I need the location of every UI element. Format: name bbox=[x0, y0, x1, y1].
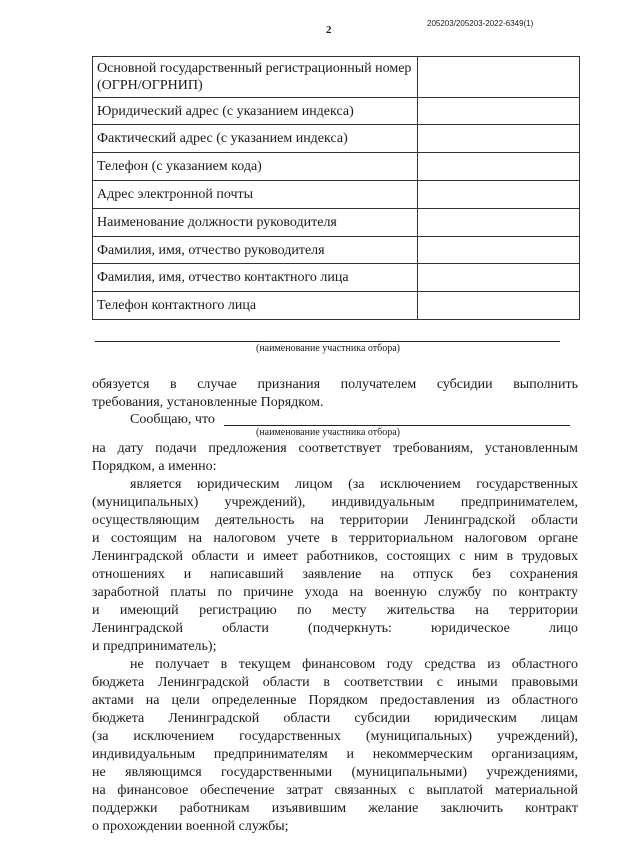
table-row bbox=[93, 181, 580, 209]
row-label-contact-name: Фамилия, имя, отчество контактного лица bbox=[93, 264, 418, 292]
row-label-head-position: Наименование должности руководителя bbox=[93, 209, 418, 237]
para2-line: бюджета Ленинградской области субсидии юридическим лицам bbox=[92, 711, 578, 726]
para1-line: Ленинградской области и имеет работников, состоящих с ним в трудовых bbox=[92, 549, 578, 564]
row-label-ogrn: Основной государственный регистрационный номер (ОГРН/ОГРНИП) bbox=[93, 57, 418, 98]
table-row bbox=[93, 264, 580, 292]
participant-info-table bbox=[92, 56, 580, 320]
para2-line: поддержки работникам изъявившим желание заключить контракт bbox=[92, 801, 578, 816]
para1-line: и имеющий регистрацию по месту жительства на территории bbox=[92, 603, 578, 618]
document-code: 205203/205203-2022-6349(1) bbox=[427, 19, 534, 28]
row-value-email[interactable] bbox=[418, 181, 580, 209]
participant-name-caption: (наименование участника отбора) bbox=[256, 343, 400, 354]
participant-name-line[interactable] bbox=[95, 341, 560, 342]
para2-line: не получает в текущем финансовом году средства из областного bbox=[130, 657, 578, 672]
row-value-head-position[interactable] bbox=[418, 209, 580, 237]
para1-line: и предприниматель); bbox=[92, 639, 217, 654]
obligation-line-1: обязуется в случае признания получателем субсидии выполнить bbox=[92, 377, 578, 392]
row-value-actual-address[interactable] bbox=[418, 125, 580, 153]
table-row bbox=[93, 292, 580, 320]
para1-line: (муниципальных) учреждений), индивидуальным предпринимателем, bbox=[92, 495, 578, 510]
row-value-contact-name[interactable] bbox=[418, 264, 580, 292]
participant-name-caption-2: (наименование участника отбора) bbox=[256, 427, 400, 438]
para1-line: и состоящим на налоговом учете в территориальном налоговом органе bbox=[92, 531, 578, 546]
para2-line: актами на цели определенные Порядком предоставления из областного bbox=[92, 693, 578, 708]
table-row bbox=[93, 153, 580, 181]
para2-line: индивидуальным предпринимателям и некоммерческим организациям, bbox=[92, 747, 578, 762]
para2-line: на финансовое обеспечение затрат связанных с выплатой материальной bbox=[92, 783, 578, 798]
table-row bbox=[93, 57, 580, 98]
row-value-phone[interactable] bbox=[418, 153, 580, 181]
para1-line: осуществляющим деятельность на территории Ленинградской области bbox=[92, 513, 578, 528]
para1-line: заработной платы по причине ухода на военную службу по контракту bbox=[92, 585, 578, 600]
table-row bbox=[93, 237, 580, 264]
para1-line: Ленинградской области (подчеркнуть: юридическое лицо bbox=[92, 621, 578, 636]
table-row bbox=[93, 209, 580, 237]
row-label-phone: Телефон (с указанием кода) bbox=[93, 153, 418, 181]
para2-line: бюджета Ленинградской области в соответствии с иными правовыми bbox=[92, 675, 578, 690]
compliance-line-1: на дату подачи предложения соответствует требованиям, установленным bbox=[92, 441, 578, 456]
page-number: 2 bbox=[326, 24, 332, 36]
para2-line: (за исключением государственных (муниципальных) учреждений), bbox=[92, 729, 578, 744]
para2-line: не являющимся государственными (муниципальными) учреждениями, bbox=[92, 765, 578, 780]
para1-line: отношениях и написавший заявление на отпуск без сохранения bbox=[92, 567, 578, 582]
para1-line: является юридическим лицом (за исключением государственных bbox=[130, 477, 578, 492]
row-label-email: Адрес электронной почты bbox=[93, 181, 418, 209]
participant-name-line-2[interactable] bbox=[224, 425, 570, 426]
row-label-legal-address: Юридический адрес (с указанием индекса) bbox=[93, 98, 418, 125]
row-label-actual-address: Фактический адрес (с указанием индекса) bbox=[93, 125, 418, 153]
row-value-legal-address[interactable] bbox=[418, 98, 580, 125]
obligation-line-2: требования, установленные Порядком. bbox=[92, 395, 324, 410]
table-row bbox=[93, 98, 580, 125]
row-label-contact-phone: Телефон контактного лица bbox=[93, 292, 418, 320]
table-row bbox=[93, 125, 580, 153]
compliance-line-2: Порядком, а именно: bbox=[92, 459, 217, 474]
report-prefix: Сообщаю, что bbox=[130, 412, 215, 427]
row-value-head-name[interactable] bbox=[418, 237, 580, 264]
para2-line: о прохождении военной службы; bbox=[92, 819, 289, 834]
row-value-contact-phone[interactable] bbox=[418, 292, 580, 320]
row-label-head-name: Фамилия, имя, отчество руководителя bbox=[93, 237, 418, 264]
row-value-ogrn[interactable] bbox=[418, 57, 580, 98]
